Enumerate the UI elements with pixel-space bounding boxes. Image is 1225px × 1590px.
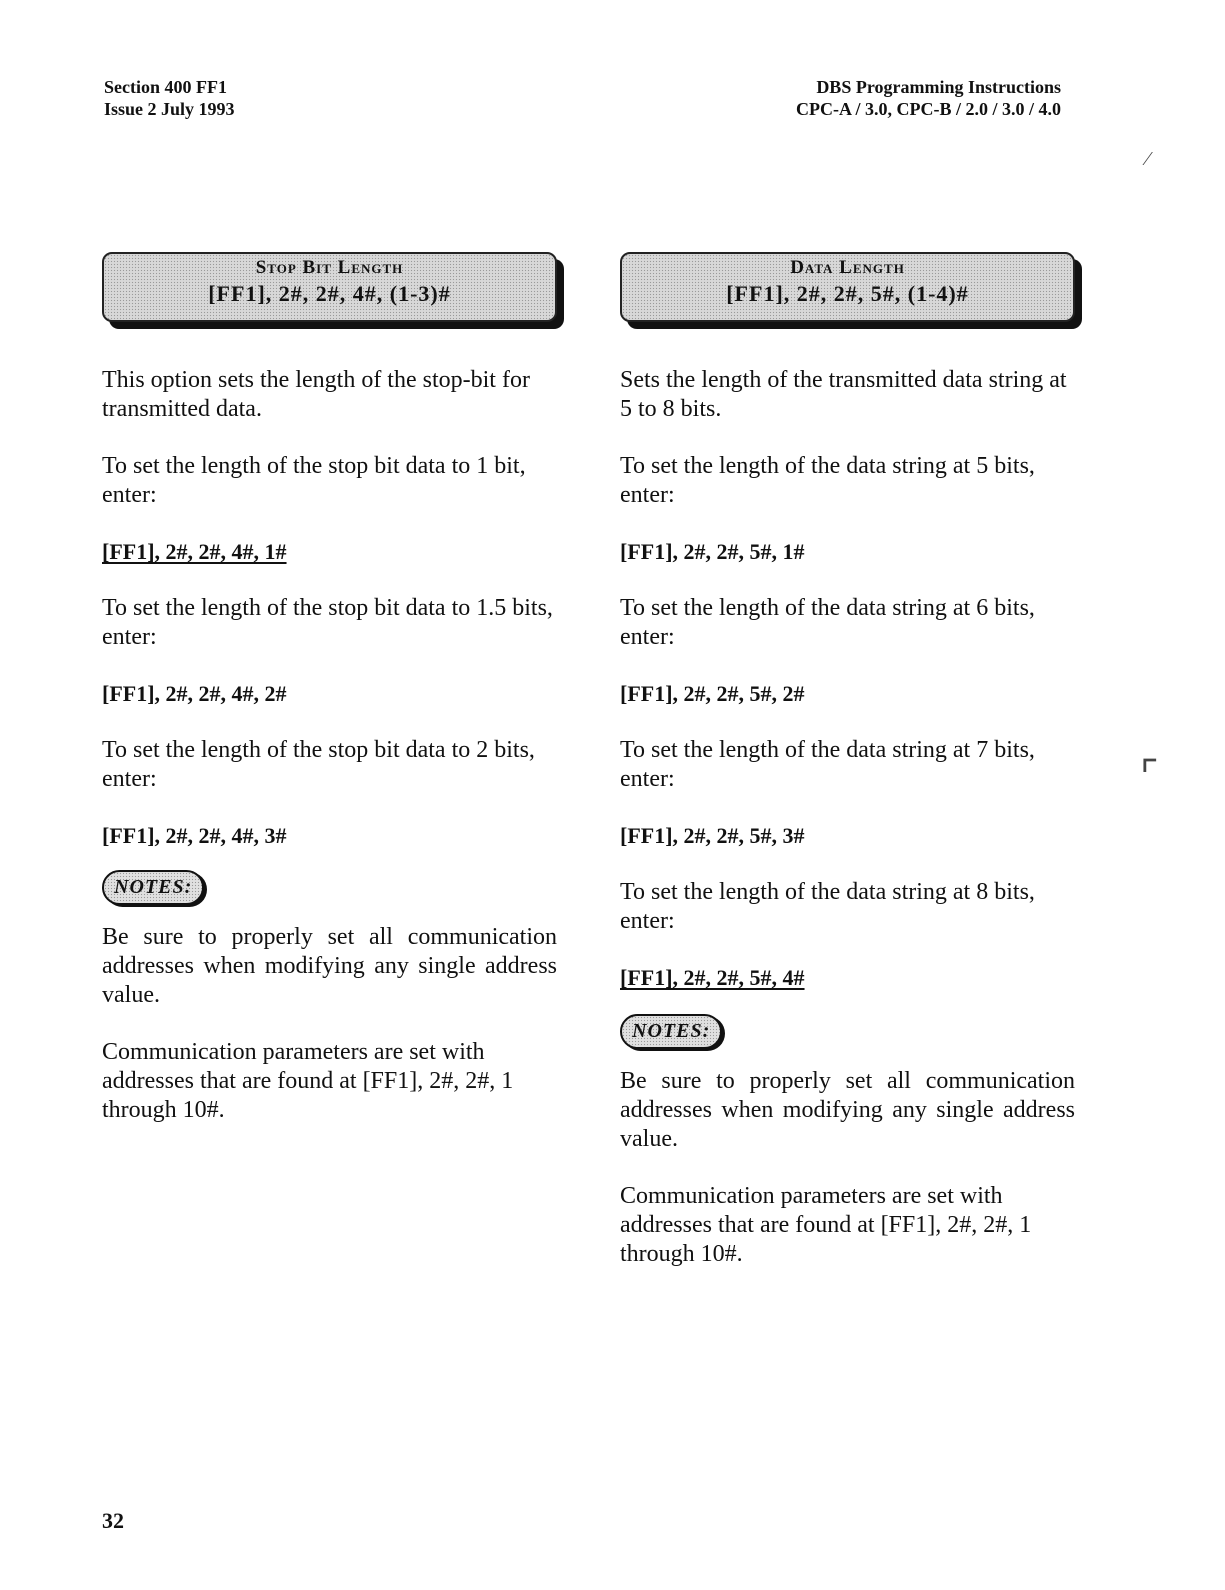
document-title: DBS Programming Instructions	[816, 77, 1061, 97]
command-code: [FF1], 2#, 2#, 4#, 2#	[102, 681, 287, 706]
command-code: [FF1], 2#, 2#, 5#, 3#	[620, 823, 805, 848]
note-paragraph: Communication parameters are set with addresses that are found at [FF1], 2#, 2#, 1 through 10#.	[620, 1183, 1032, 1267]
page-header-left	[104, 76, 235, 120]
notes-badge-wrap	[102, 870, 557, 905]
intro-paragraph: This option sets the length of the stop-bit for transmitted data.	[102, 367, 530, 422]
note-paragraph: Communication parameters are set with addresses that are found at [FF1], 2#, 2#, 1 through 10#.	[102, 1039, 514, 1123]
command-syntax: [FF1], 2#, 2#, 5#, (1-4)#	[726, 281, 969, 306]
scan-mark: ⌜	[1140, 753, 1159, 798]
section-label: Section 400 FF1	[104, 77, 227, 97]
command-code: [FF1], 2#, 2#, 5#, 2#	[620, 681, 805, 706]
instruction-text: To set the length of the data string at 8 bits, enter:	[620, 879, 1035, 934]
command-code: [FF1], 2#, 2#, 4#, 1#	[102, 539, 287, 564]
scan-mark: ⁄	[1146, 148, 1150, 170]
stop-bit-length-section	[102, 252, 557, 1125]
note-paragraph: Be sure to properly set all communication addresses when modifying any single address value.	[620, 1068, 1075, 1152]
section-title: Stop Bit Length	[255, 257, 404, 278]
section-title-box	[102, 252, 557, 322]
command-syntax: [FF1], 2#, 2#, 4#, (1-3)#	[208, 281, 451, 306]
command-code: [FF1], 2#, 2#, 4#, 3#	[102, 823, 287, 848]
command-code: [FF1], 2#, 2#, 5#, 1#	[620, 539, 805, 564]
command-code: [FF1], 2#, 2#, 5#, 4#	[620, 965, 805, 990]
section-title: Data Length	[790, 257, 905, 278]
instruction-text: To set the length of the data string at 6 bits, enter:	[620, 595, 1035, 650]
instruction-text: To set the length of the data string at 7 bits, enter:	[620, 737, 1035, 792]
version-info: CPC-A / 3.0, CPC-B / 2.0 / 3.0 / 4.0	[796, 99, 1061, 119]
note-paragraph: Be sure to properly set all communication addresses when modifying any single address value.	[102, 924, 557, 1008]
instruction-text: To set the length of the stop bit data to 2 bits, enter:	[102, 737, 535, 792]
intro-paragraph: Sets the length of the transmitted data string at 5 to 8 bits.	[620, 367, 1067, 422]
section-title-box	[620, 252, 1075, 322]
instruction-text: To set the length of the stop bit data to 1 bit, enter:	[102, 453, 526, 508]
issue-date: Issue 2 July 1993	[104, 99, 235, 119]
page-header-right	[796, 76, 1061, 120]
notes-badge: NOTES:	[620, 1014, 722, 1049]
notes-badge: NOTES:	[102, 870, 204, 905]
instruction-text: To set the length of the stop bit data to 1.5 bits, enter:	[102, 595, 553, 650]
notes-badge-wrap	[620, 1014, 1075, 1049]
instruction-text: To set the length of the data string at 5 bits, enter:	[620, 453, 1035, 508]
page-number: 32	[102, 1508, 124, 1533]
data-length-section	[620, 252, 1075, 1269]
